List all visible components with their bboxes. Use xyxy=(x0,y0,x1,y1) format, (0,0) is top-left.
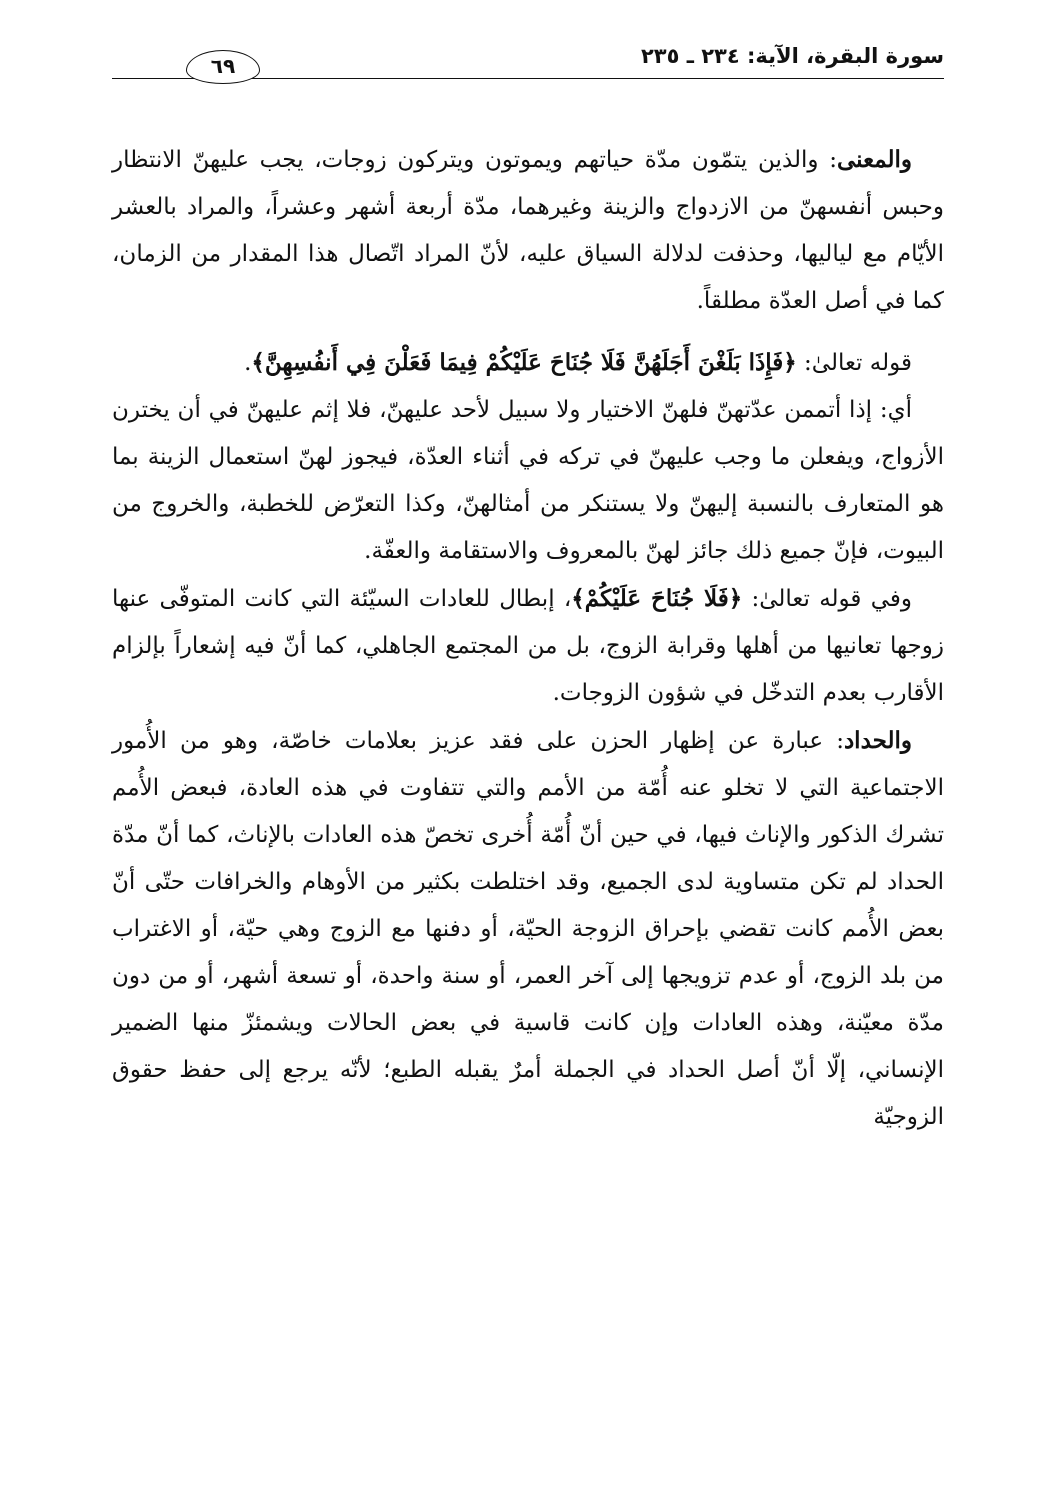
paragraph-mourning xyxy=(112,717,944,1141)
paragraph-text: ، إبطال للعادات السيّئة التي كانت المتوفّى عنها زوجها تعانيها من أهلها وقرابة الزوج، بل من المجتمع الجاهلي، كما أنّ فيه إشعاراً بإلزام الأقارب بعدم التدخّل في شؤون الزوجات. xyxy=(112,586,944,706)
term-label: والحداد xyxy=(843,727,912,754)
paragraph-verse-quote xyxy=(112,339,944,387)
body-text xyxy=(112,136,944,1141)
verse-tail: . xyxy=(244,350,252,376)
paragraph-explanation xyxy=(112,387,944,575)
paragraph-text: : عبارة عن إظهار الحزن على فقد عزيز بعلامات خاصّة، وهو من الأُمور الاجتماعية التي لا تخلو عنه أُمّة من الأمم والتي تتفاوت في هذه العادة، فبعض الأُمم تشرك الذكور والإناث فيها، في حين أنّ أُمّة أُخرى تخصّ هذه العادات بالإناث، كما أنّ مدّة الحداد لم تكن متساوية لدى الجميع، وقد اختلطت بكثير من الأوهام والخرافات حتّى أنّ بعض الأُمم كانت تقضي بإحراق الزوجة الحيّة، أو دفنها مع الزوج وهي حيّة، أو الاغتراب من بلد الزوج، أو عدم تزويجها إلى آخر العمر، أو سنة واحدة، أو تسعة أشهر، أو من دون مدّة معيّنة، وهذه العادات وإن كانت قاسية في بعض الحالات ويشمئزّ منها الضمير الإنساني، إلّا أنّ أصل الحداد في الجملة أمرٌ يقبله الطبع؛ لأنّه يرجع إلى حفظ حقوق الزوجيّة xyxy=(112,728,944,1130)
running-title: سورة البقرة، الآية: ٢٣٤ ـ ٢٣٥ xyxy=(640,44,944,68)
paragraph-text: : والذين يتمّون مدّة حياتهم ويموتون ويتركون زوجات، يجب عليهنّ الانتظار وحبس أنفسهنّ من الازدواج والزينة وغيرهما، مدّة أربعة أشهر وعشراً، والمراد بالعشر الأيّام مع لياليها، وحذفت لدلالة السياق عليه، لأنّ المراد اتّصال هذا المقدار من الزمان، كما في أصل العدّة مطلقاً. xyxy=(112,147,944,314)
paragraph-meaning xyxy=(112,136,944,325)
term-label: والمعنى xyxy=(836,146,912,173)
paragraph-no-blame xyxy=(112,575,944,717)
page-header xyxy=(112,40,944,84)
verse-lead: قوله تعالىٰ: xyxy=(796,350,912,376)
quran-verse: ﴿فَإِذَا بَلَغْنَ أَجَلَهُنَّ فَلَا جُنَاحَ عَلَيْكُمْ فِيمَا فَعَلْنَ فِي أَنفُسِهِنَّ﴾ xyxy=(251,349,797,376)
verse-lead: وفي قوله تعالىٰ: xyxy=(742,586,912,612)
page-number-badge: ٦٩ xyxy=(186,50,260,84)
paragraph-text: أي: إذا أتممن عدّتهنّ فلهنّ الاختيار ولا سبيل لأحد عليهنّ، فلا إثم عليهنّ في أن يخترن الأزواج، ويفعلن ما وجب عليهنّ في تركه في أثناء العدّة، فيجوز لهنّ استعمال الزينة بما هو المتعارف بالنسبة إليهنّ ولا يستنكر من أمثالهنّ، وكذا التعرّض للخطبة، والخروج من البيوت، فإنّ جميع ذلك جائز لهنّ بالمعروف والاستقامة والعفّة. xyxy=(112,397,944,564)
quran-verse: ﴿فَلَا جُنَاحَ عَلَيْكُمْ﴾ xyxy=(571,585,743,612)
